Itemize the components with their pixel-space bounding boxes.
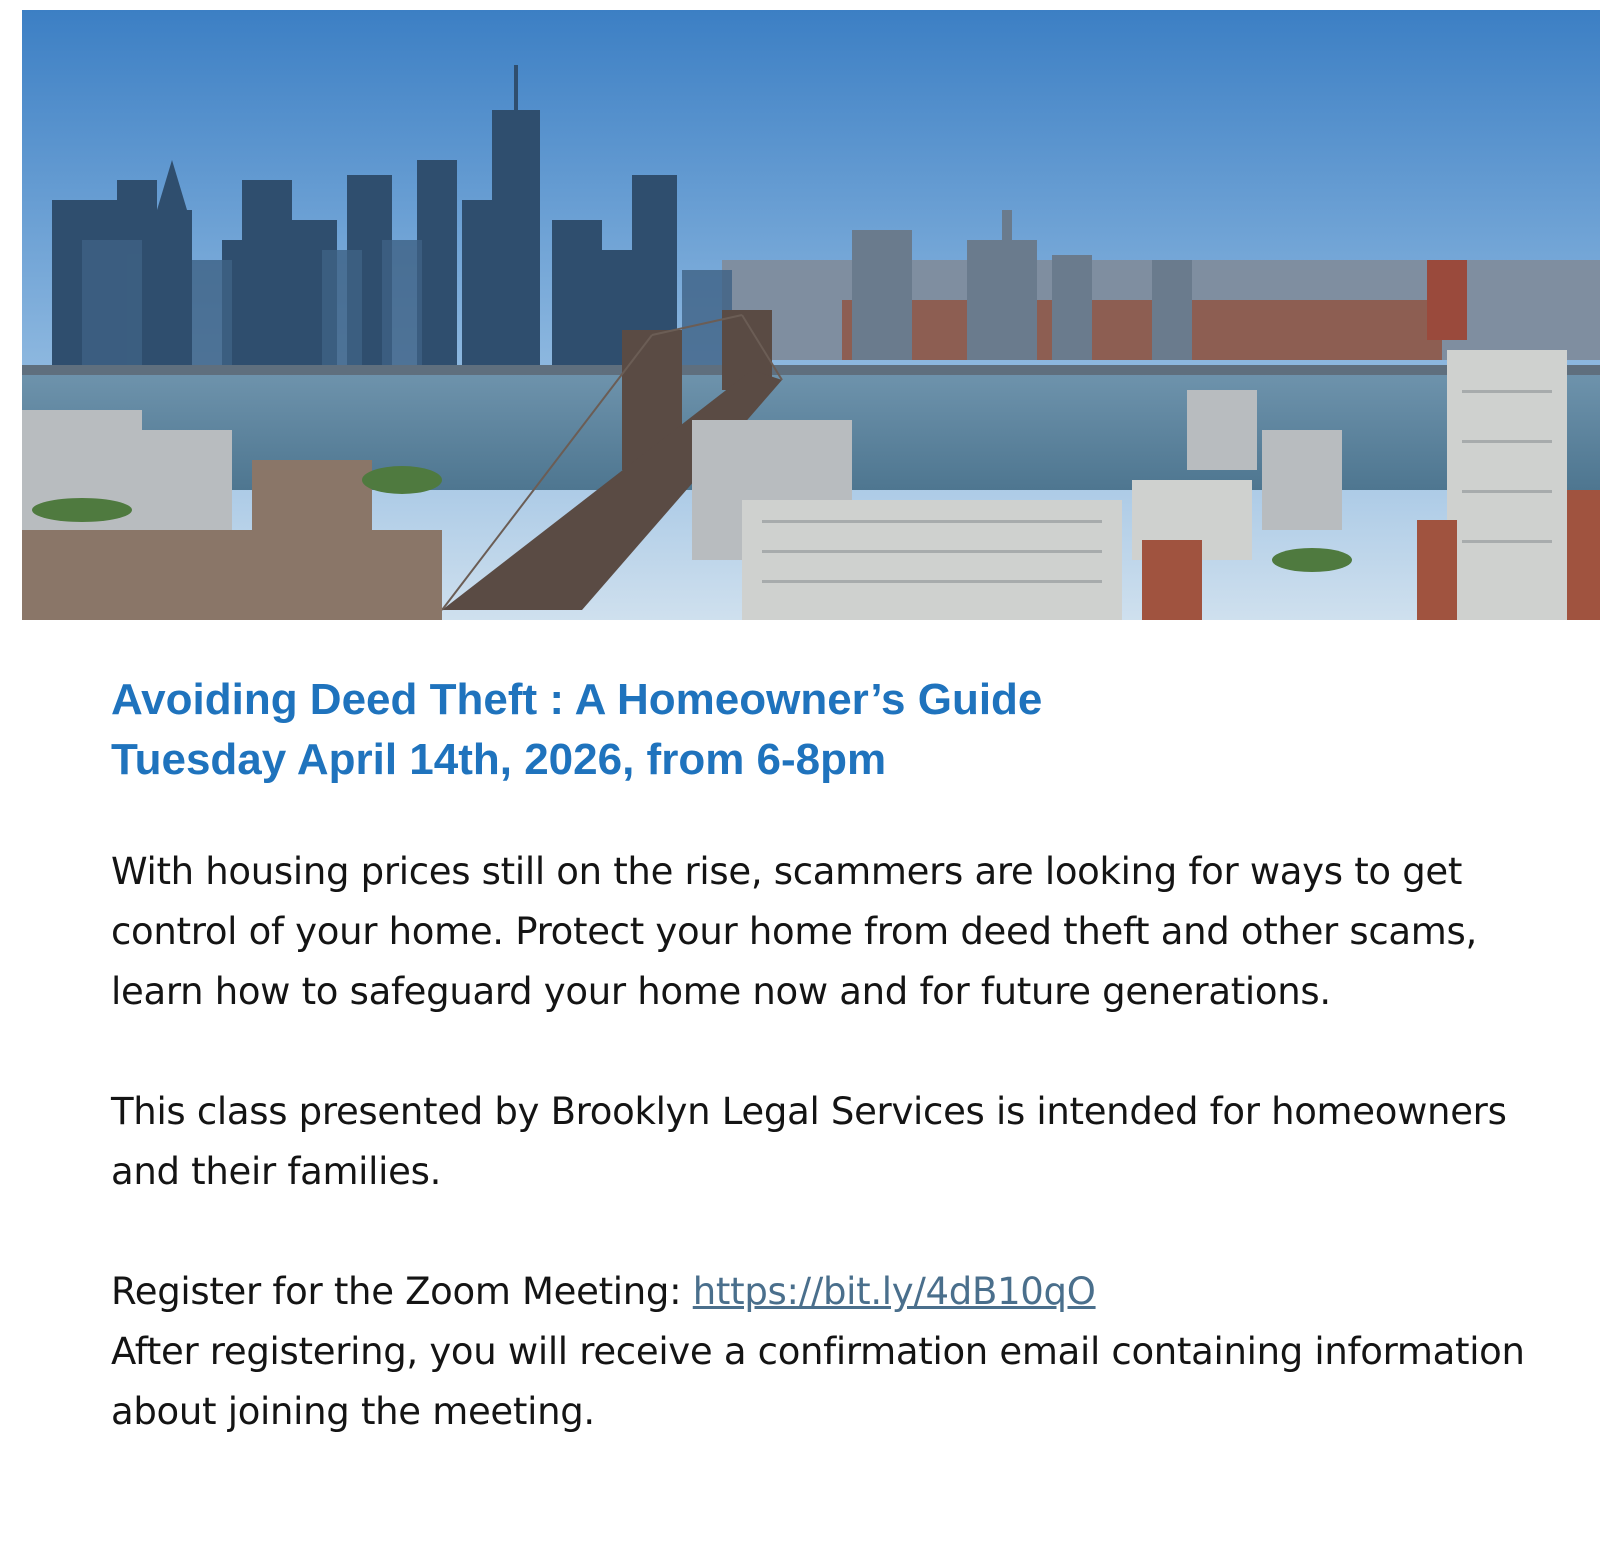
event-title: Avoiding Deed Theft : A Homeowner’s Guide: [111, 675, 1043, 724]
intro-paragraph: With housing prices still on the rise, scammers are looking for ways to get control of your home. Protect your home from deed theft and other scams, learn how to safeguard your home now and for future generations.: [111, 850, 1477, 1013]
registration-paragraph: [111, 1262, 1551, 1442]
audience-paragraph: This class presented by Brooklyn Legal Services is intended for homeowners and their families.: [111, 1090, 1507, 1193]
after-register-text: After registering, you will receive a confirmation email containing information about joining the meeting.: [111, 1330, 1525, 1433]
brooklyn-bridge-skyline-illustration: [22, 10, 1600, 620]
event-datetime: Tuesday April 14th, 2026, from 6-8pm: [111, 735, 887, 784]
zoom-registration-link[interactable]: https://bit.ly/4dB10qO: [692, 1270, 1096, 1313]
register-label: Register for the Zoom Meeting:: [111, 1270, 693, 1313]
city-skyline-photo: [22, 10, 1600, 620]
event-flyer-content: [111, 670, 1551, 1442]
